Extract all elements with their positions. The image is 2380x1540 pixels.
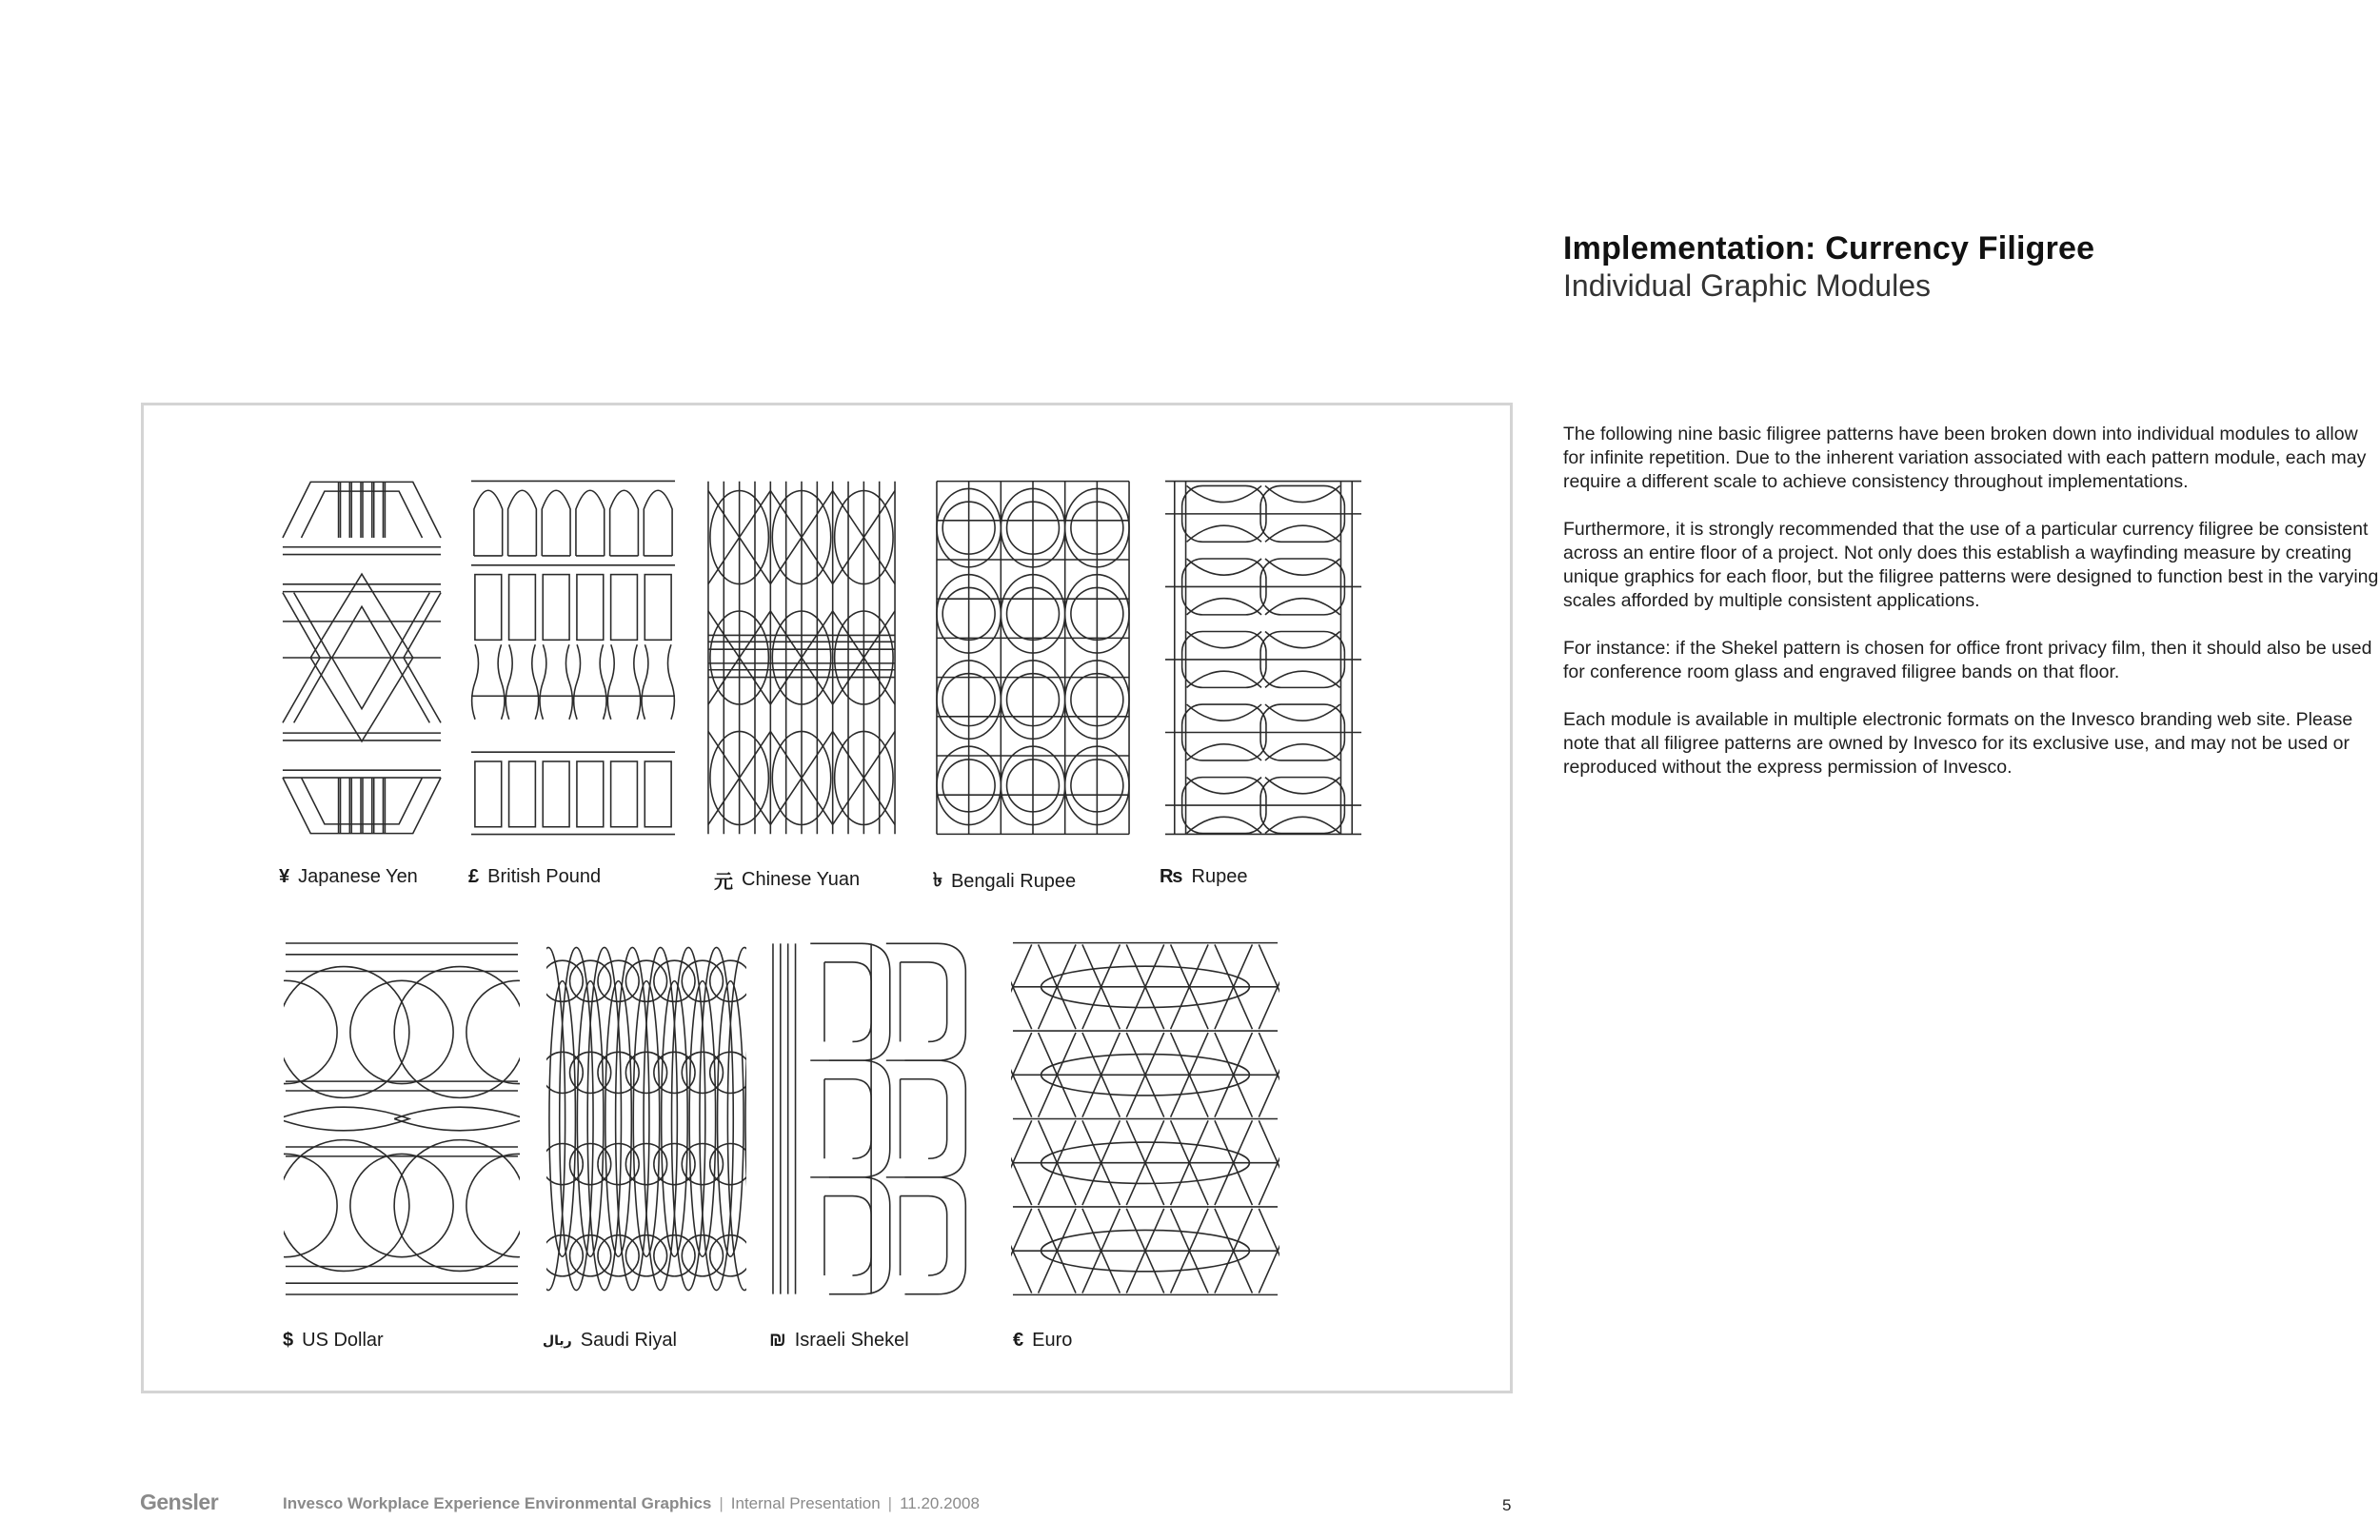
rupee-filigree-module — [1163, 478, 1363, 838]
taka-symbol-icon: ৳ — [933, 870, 942, 891]
caption-rupee — [1160, 866, 1247, 888]
shekel-symbol-icon: ₪ — [769, 1330, 786, 1351]
yen-filigree-module — [281, 478, 443, 838]
riyal-pattern-drawing — [546, 940, 746, 1297]
body-text — [1563, 423, 2380, 803]
euro-filigree-module — [1011, 940, 1279, 1297]
caption-japanese-yen — [279, 866, 418, 888]
shekel-filigree-module — [771, 940, 982, 1297]
pound-pattern-drawing — [469, 478, 677, 838]
taka-pattern-drawing — [935, 478, 1131, 838]
pound-symbol-icon: £ — [468, 866, 480, 887]
gensler-logo: Gensler — [140, 1490, 219, 1514]
caption-british-pound — [468, 866, 601, 888]
footer-separator: | — [719, 1494, 724, 1512]
yuan-symbol-icon: 元 — [714, 872, 733, 893]
paragraph: For instance: if the Shekel pattern is chosen for office front privacy film, then it should also be used for conference room glass and engraved filigree bands on that floor. — [1563, 638, 2372, 682]
footer-separator: | — [887, 1494, 893, 1512]
caption-bengali-rupee — [933, 866, 1076, 898]
yuan-pattern-drawing — [706, 478, 897, 838]
footer-project: Invesco Workplace Experience Environmental Graphics — [283, 1494, 712, 1512]
paragraph: Furthermore, it is strongly recommended that the use of a particular currency filigree be consistent across an entire floor of a project. Not only does this establish a wayfinding measure by creating unique graphics for each floor, but the filigree patterns were designed to function best in the varying scales afforded by multiple consistent applications. — [1563, 519, 2379, 611]
pound-filigree-module — [469, 478, 677, 838]
yen-pattern-drawing — [281, 478, 443, 838]
dollar-filigree-module — [284, 940, 520, 1297]
caption-label: Bengali Rupee — [950, 871, 1077, 892]
paragraph: The following nine basic filigree patterns have been broken down into individual modules to allow for infinite repetition. Due to the inherent variation associated with each pattern module, each may require a different scale to achieve consistency throughout implementations. — [1563, 424, 2367, 492]
paragraph: Each module is available in multiple electronic formats on the Invesco branding web site. Please note that all filigree patterns are owned by Invesco for its exclusive use, and may not be used or reproduced without the express permission of Invesco. — [1563, 709, 2353, 778]
caption-chinese-yuan — [714, 866, 860, 894]
caption-israeli-shekel — [769, 1330, 909, 1352]
page-number: 5 — [1502, 1496, 1512, 1514]
caption-label: US Dollar — [302, 1330, 384, 1351]
rupee-pattern-drawing — [1163, 478, 1363, 838]
caption-label: British Pound — [487, 866, 602, 887]
rupee-symbol-icon: ₨ — [1160, 866, 1183, 887]
page-title: Implementation: Currency Filigree — [1563, 230, 2095, 267]
caption-label: Rupee — [1191, 866, 1248, 887]
caption-label: Saudi Riyal — [580, 1330, 677, 1351]
caption-saudi-riyal — [543, 1330, 677, 1352]
caption-label: Chinese Yuan — [742, 869, 861, 890]
dollar-pattern-drawing — [284, 940, 520, 1297]
yuan-filigree-module — [706, 478, 897, 838]
footer-info — [283, 1494, 980, 1513]
caption-euro — [1013, 1330, 1072, 1352]
euro-symbol-icon: € — [1013, 1330, 1024, 1351]
taka-filigree-module — [935, 478, 1131, 838]
caption-us-dollar — [283, 1330, 384, 1352]
yen-symbol-icon: ¥ — [279, 866, 290, 887]
footer-date: 11.20.2008 — [900, 1494, 980, 1512]
caption-label: Japanese Yen — [298, 866, 418, 887]
caption-label: Euro — [1032, 1330, 1073, 1351]
riyal-filigree-module — [546, 940, 746, 1297]
footer-doc-type: Internal Presentation — [730, 1494, 881, 1512]
dollar-symbol-icon: $ — [283, 1330, 294, 1351]
euro-pattern-drawing — [1011, 940, 1279, 1297]
page-subtitle: Individual Graphic Modules — [1563, 268, 1931, 303]
caption-label: Israeli Shekel — [794, 1330, 909, 1351]
shekel-pattern-drawing — [771, 940, 982, 1297]
riyal-symbol-icon: ريال — [543, 1333, 572, 1348]
